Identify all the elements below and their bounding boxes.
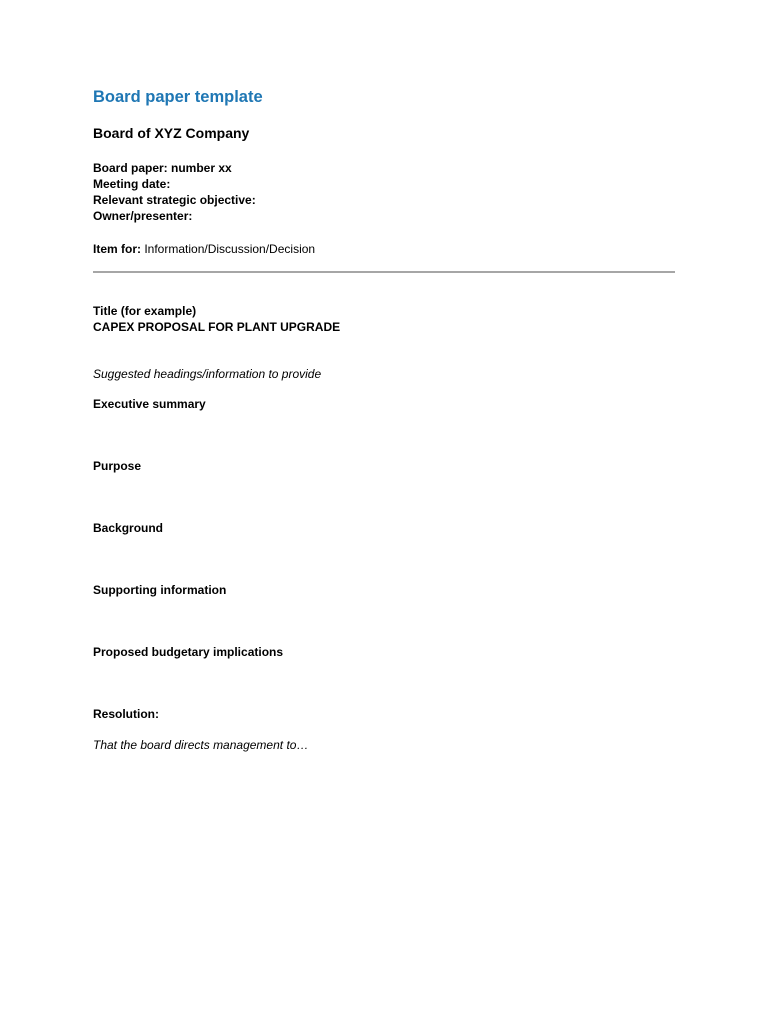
heading-supporting-information: Supporting information bbox=[93, 583, 227, 597]
document-title: Board paper template bbox=[93, 88, 263, 106]
heading-resolution: Resolution: bbox=[93, 707, 159, 721]
paper-title-block bbox=[93, 303, 340, 335]
suggested-headings-note: Suggested headings/information to provide bbox=[93, 367, 322, 381]
paper-title-value: CAPEX PROPOSAL FOR PLANT UPGRADE bbox=[93, 320, 341, 334]
section-divider bbox=[93, 271, 675, 273]
item-for-label: Item for: bbox=[93, 242, 141, 256]
title-example-label: Title (for example) bbox=[93, 304, 197, 318]
item-for-value: Information/Discussion/Decision bbox=[144, 242, 316, 256]
heading-background: Background bbox=[93, 521, 164, 535]
heading-budgetary-implications: Proposed budgetary implications bbox=[93, 645, 284, 659]
board-name: Board of XYZ Company bbox=[93, 125, 250, 141]
item-for-line bbox=[93, 242, 315, 256]
heading-purpose: Purpose bbox=[93, 459, 142, 473]
paper-metadata bbox=[93, 160, 256, 224]
owner-presenter-label: Owner/presenter: bbox=[93, 209, 193, 223]
strategic-objective-label: Relevant strategic objective: bbox=[93, 193, 256, 207]
board-paper-number: Board paper: number xx bbox=[93, 161, 232, 175]
resolution-text: That the board directs management to… bbox=[93, 738, 309, 752]
meeting-date-label: Meeting date: bbox=[93, 177, 171, 191]
heading-executive-summary: Executive summary bbox=[93, 397, 206, 411]
